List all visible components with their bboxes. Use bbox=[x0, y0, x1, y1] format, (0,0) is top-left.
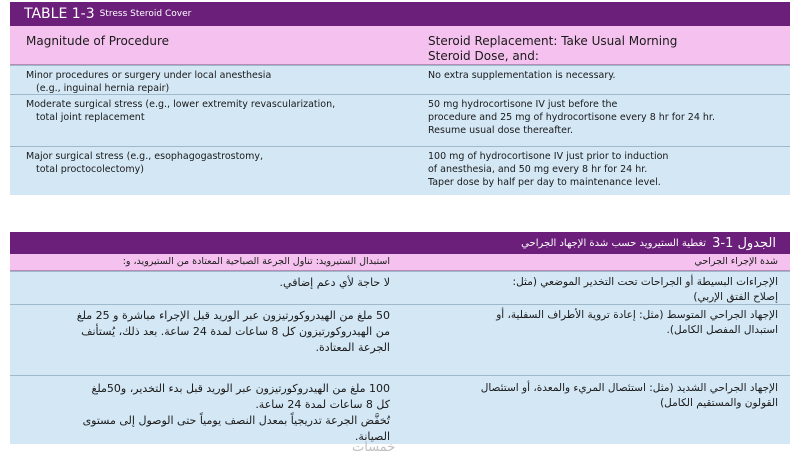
procedure-cell bbox=[400, 272, 790, 304]
cell-line: procedure and 25 mg of hydrocortisone every 8 hr for 24 hr. bbox=[428, 112, 715, 123]
cell-line: القولون والمستقيم الكامل) bbox=[660, 397, 778, 409]
cell-line: 100 ملغ من الهيدروكورتيزون عبر الوريد قبل بدء التخدير، و50ملغ bbox=[91, 382, 390, 395]
english-steroid-table bbox=[10, 2, 790, 195]
arabic-table-title-bar bbox=[10, 232, 790, 254]
cell-line: total proctocolectomy) bbox=[36, 164, 144, 175]
table-row bbox=[10, 65, 790, 94]
procedure-cell bbox=[10, 95, 420, 146]
replacement-cell bbox=[10, 305, 400, 375]
cell-line: (e.g., inguinal hernia repair) bbox=[36, 83, 170, 94]
english-table-title-bar bbox=[10, 2, 790, 26]
table-row bbox=[10, 94, 790, 146]
replacement-cell bbox=[10, 378, 400, 444]
cell-line: الصيانة. bbox=[354, 430, 390, 443]
procedure-cell bbox=[400, 305, 790, 375]
arabic-table-header bbox=[10, 254, 790, 271]
cell-line: total joint replacement bbox=[36, 112, 145, 123]
arabic-table-subtitle: تغطية الستيرويد حسب شدة الإجهاد الجراحي bbox=[521, 237, 707, 249]
table-row bbox=[10, 304, 790, 375]
arabic-header-replacement: استبدال الستيرويد: تناول الجرعة الصباحية المعتادة من الستيرويد، و: bbox=[122, 256, 390, 267]
english-header-replacement-line: Steroid Dose, and: bbox=[428, 49, 539, 63]
english-header-replacement-line: Steroid Replacement: Take Usual Morning bbox=[428, 34, 678, 48]
cell-line: الإجهاد الجراحي الشديد (مثل: استئصال المريء والمعدة، أو استئصال bbox=[480, 382, 778, 394]
cell-line: Minor procedures or surgery under local anesthesia bbox=[26, 70, 272, 81]
procedure-cell bbox=[10, 147, 420, 195]
english-table-subtitle: Stress Steroid Cover bbox=[99, 9, 192, 19]
cell-line: No extra supplementation is necessary. bbox=[428, 70, 616, 81]
replacement-cell bbox=[420, 147, 790, 195]
cell-line: كل 8 ساعات لمدة 24 ساعة. bbox=[255, 398, 390, 411]
cell-line: إصلاح الفتق الإربي) bbox=[693, 291, 778, 303]
english-table-header bbox=[10, 26, 790, 65]
watermark: خمسات bbox=[352, 440, 396, 455]
cell-line: of anesthesia, and 50 mg every 8 hr for 24 hr. bbox=[428, 164, 648, 175]
cell-line: الإجهاد الجراحي المتوسط (مثل: إعادة تروية الأطراف السفلية، أو bbox=[496, 309, 778, 321]
cell-line: من الهيدروكورتيزون كل 8 ساعات لمدة 24 ساعة. بعد ذلك، يُستأنف bbox=[81, 325, 390, 338]
table-row bbox=[10, 375, 790, 444]
procedure-cell bbox=[400, 378, 790, 444]
cell-line: Taper dose by half per day to maintenance level. bbox=[428, 177, 661, 188]
cell-line: الجرعة المعتادة. bbox=[315, 341, 390, 354]
arabic-header-procedure: شدة الإجراء الجراحي bbox=[694, 256, 778, 267]
cell-line: استبدال المفصل الكامل). bbox=[666, 324, 778, 336]
cell-line: الإجراءات البسيطة أو الجراحات تحت التخدير الموضعي (مثل: bbox=[512, 276, 778, 288]
cell-line: لا حاجة لأي دعم إضافي. bbox=[279, 276, 390, 289]
replacement-cell bbox=[420, 66, 790, 94]
cell-line: تُخفَّض الجرعة تدريجياً بمعدل النصف يومياً حتى الوصول إلى مستوى bbox=[82, 414, 390, 427]
cell-line: Major surgical stress (e.g., esophagogastrostomy, bbox=[26, 151, 264, 162]
cell-line: Resume usual dose thereafter. bbox=[428, 125, 573, 136]
cell-line: Moderate surgical stress (e.g., lower extremity revascularization, bbox=[26, 99, 336, 110]
arabic-steroid-table bbox=[10, 232, 790, 444]
table-row bbox=[10, 146, 790, 195]
table-row bbox=[10, 271, 790, 304]
procedure-cell bbox=[10, 66, 420, 94]
english-table-title: TABLE 1-3 bbox=[24, 6, 95, 22]
replacement-cell bbox=[10, 272, 400, 304]
cell-line: 50 mg hydrocortisone IV just before the bbox=[428, 99, 618, 110]
arabic-table-title: الجدول 1-3 bbox=[712, 235, 776, 251]
cell-line: 50 ملغ من الهيدروكورتيزون عبر الوريد قبل الإجراء مباشرة و 25 ملغ bbox=[76, 309, 390, 322]
replacement-cell bbox=[420, 95, 790, 146]
english-header-replacement bbox=[420, 26, 790, 64]
english-header-procedure: Magnitude of Procedure bbox=[26, 34, 170, 48]
cell-line: 100 mg of hydrocortisone IV just prior to induction bbox=[428, 151, 669, 162]
